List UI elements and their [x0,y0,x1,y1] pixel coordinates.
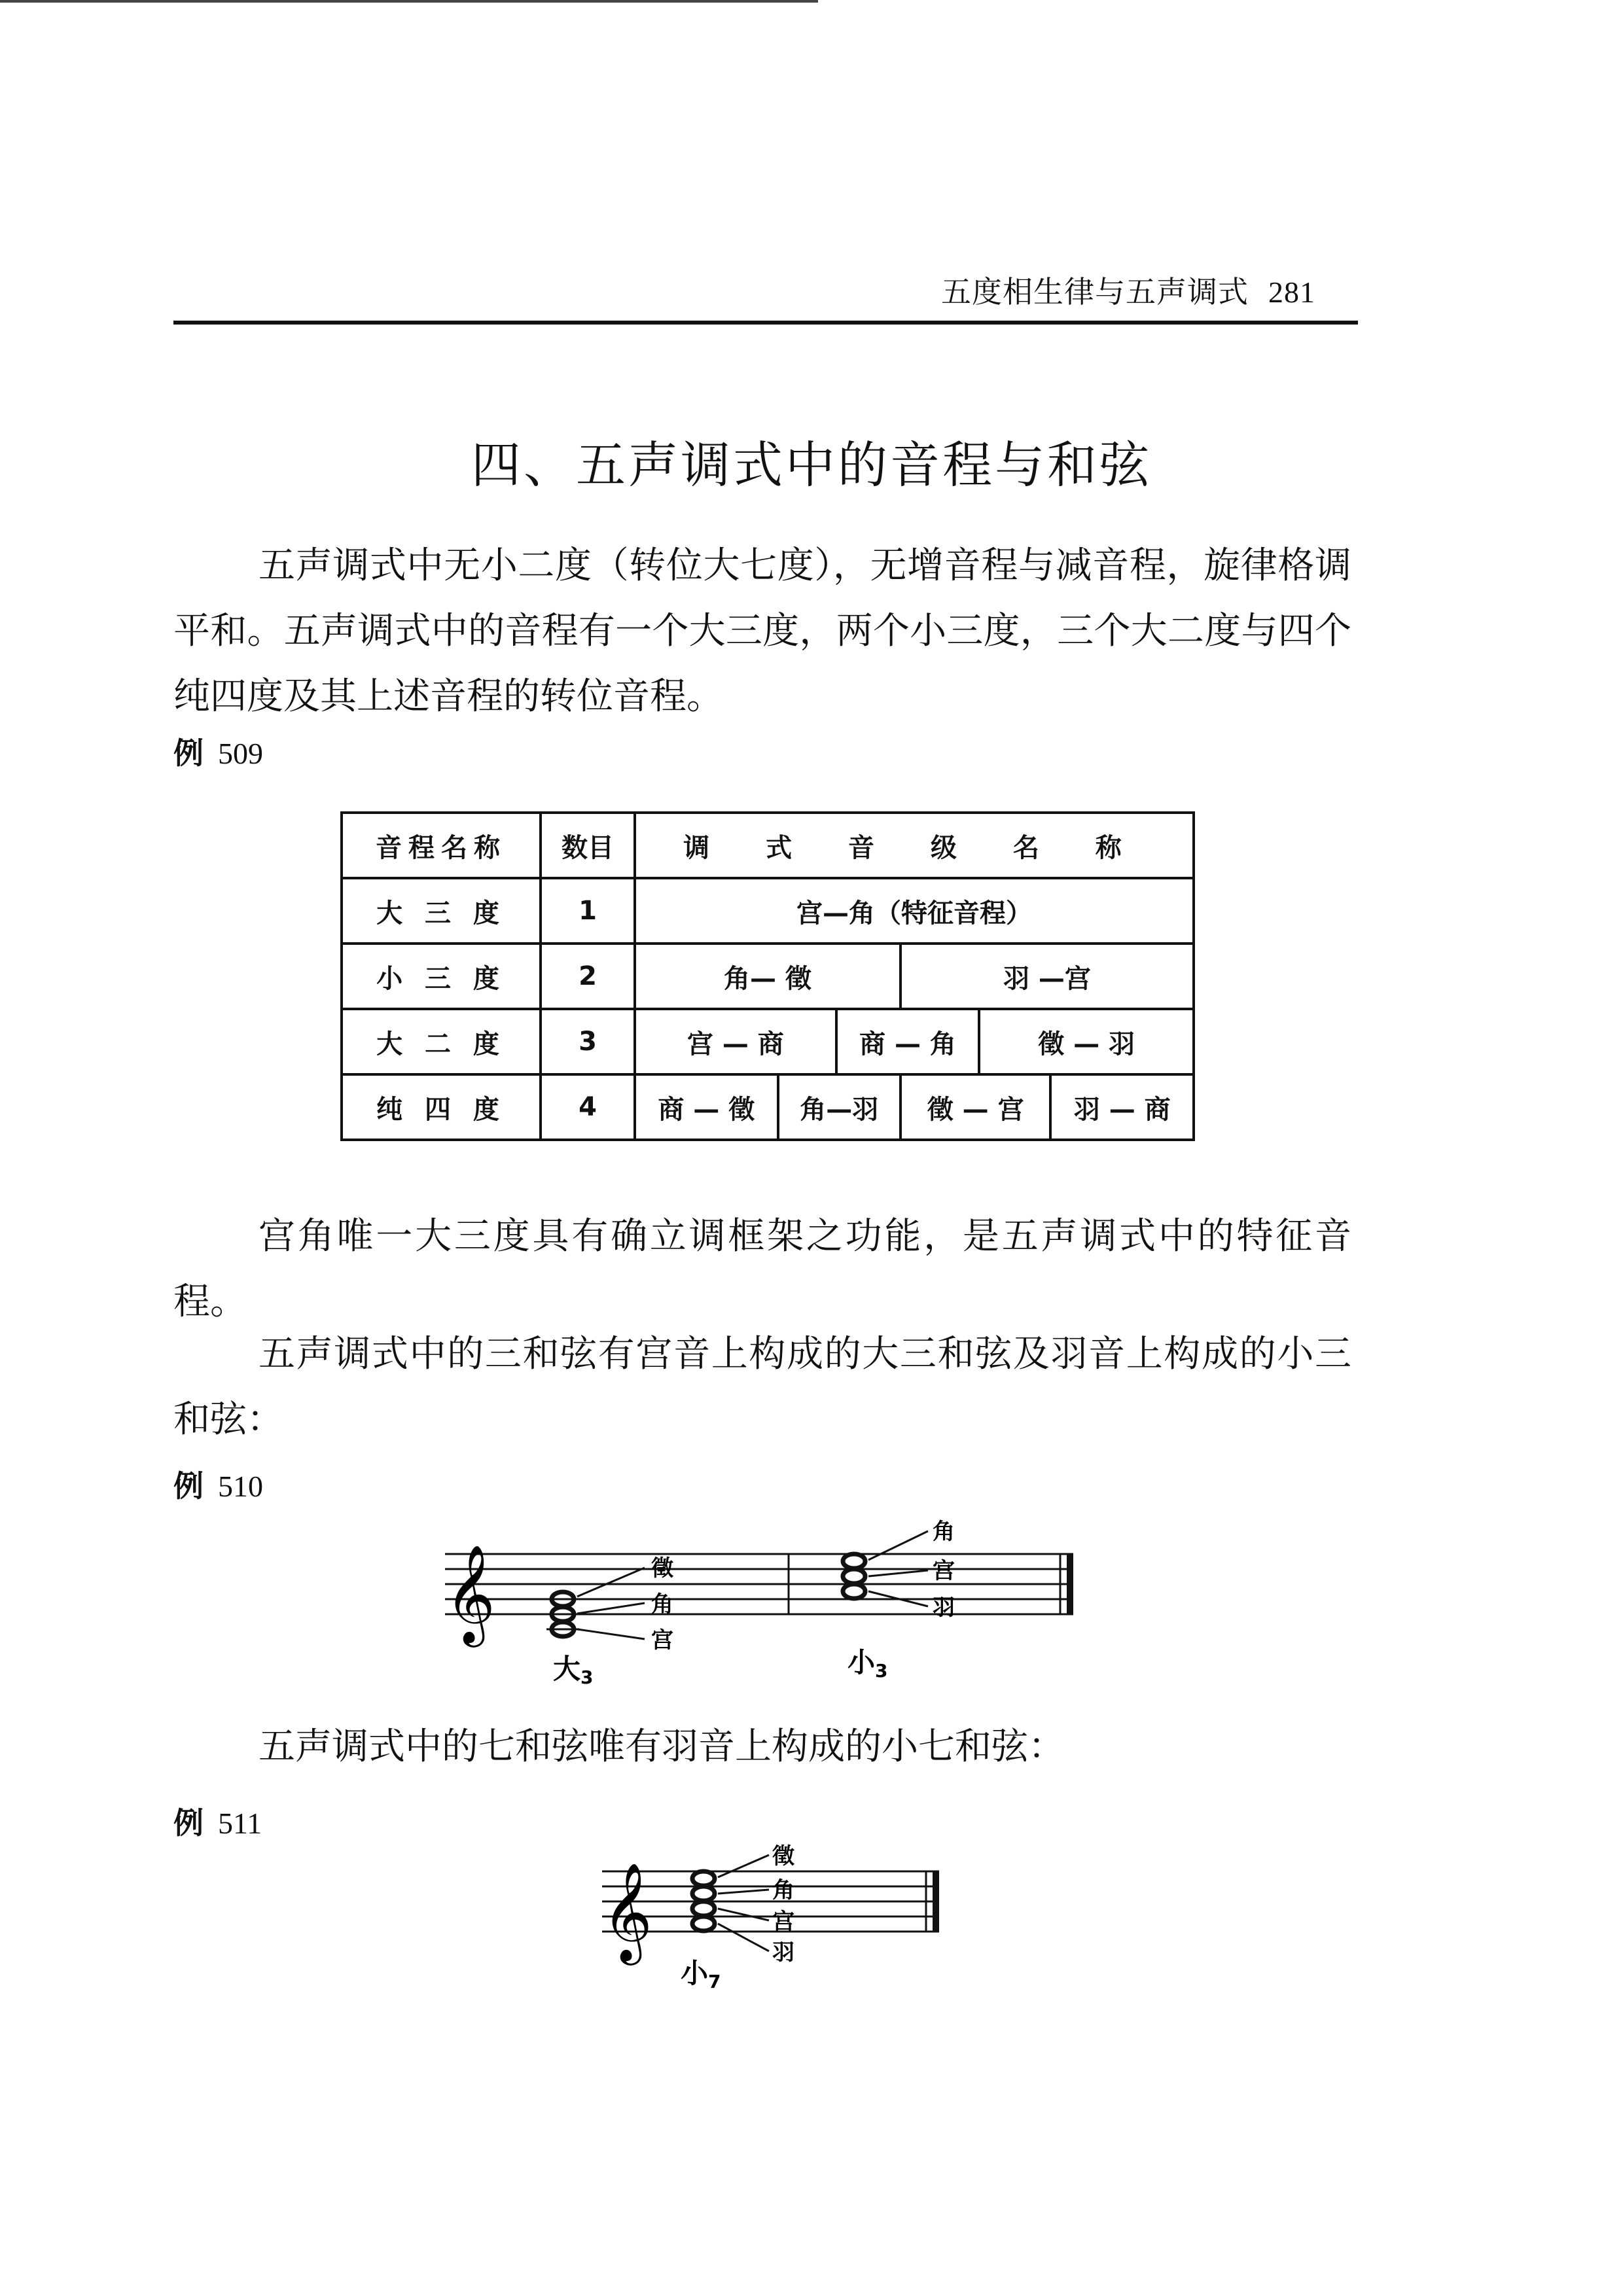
staff-511-svg [582,1826,975,2002]
note-head [843,1569,865,1583]
row-count: 2 [541,944,635,1009]
tone-label: 角 [651,1591,673,1617]
header-rule [173,321,1358,325]
note-head [692,1901,715,1916]
note-head [692,1916,715,1931]
table-row [342,878,1194,944]
header-degree-names: 调 式 音 级 名 称 [635,813,1194,878]
paragraph-characteristic: 宫角唯一大三度具有确立调框架之功能，是五声调式中的特征音程。 [173,1215,1351,1323]
chord-label-major-triad: 大3 [553,1653,594,1688]
paragraph-seventh: 五声调式中的七和弦唯有羽音上构成的小七和弦： [259,1725,1065,1768]
top-edge-line [0,0,818,3]
treble-clef-icon: 𝄞 [445,1544,495,1643]
treble-clef-icon: 𝄞 [602,1862,652,1961]
row-count: 4 [541,1074,635,1140]
section-title: 四、五声调式中的音程与和弦 [471,436,1152,494]
example-510-staff [419,1492,1139,1688]
row-degree-cell: 徵 — 宫 [901,1074,1051,1140]
example-509-label: 例 509 [173,735,263,771]
table-row [342,1074,1194,1140]
tone-label: 角 [772,1877,794,1903]
running-title: 五度相生律与五声调式 [941,274,1249,309]
note-head [843,1584,865,1598]
tone-label: 羽 [772,1939,794,1966]
row-interval-name: 大 二 度 [342,1009,541,1074]
row-interval-name: 大 三 度 [342,878,541,944]
row-degree-cell: 商 — 角 [836,1009,980,1074]
page-number: 281 [1268,275,1315,309]
tone-label: 宫 [651,1627,673,1653]
row-count: 1 [541,878,635,944]
interval-table [340,811,1195,1141]
example-511-label: 例 511 [173,1805,262,1841]
row-degree-cell: 宫—角（特征音程） [635,878,1194,944]
header-count: 数目 [541,813,635,878]
tone-label: 宫 [933,1558,955,1584]
example-510-label: 例 510 [173,1468,263,1504]
row-degree-cell: 徵 — 羽 [979,1009,1194,1074]
note-head [692,1886,715,1901]
running-header [941,268,1315,311]
tone-label: 角 [933,1519,955,1545]
chord-label-minor-triad: 小3 [847,1646,888,1682]
tone-label: 宫 [772,1909,794,1935]
row-degree-cell: 宫 — 商 [635,1009,836,1074]
header-interval-name: 音程名称 [342,813,541,878]
example-511-staff [582,1826,975,2002]
row-degree-cell: 羽 — 商 [1050,1074,1194,1140]
table-row [342,1009,1194,1074]
note-head [692,1871,715,1886]
row-interval-name: 纯 四 度 [342,1074,541,1140]
tone-label: 徵 [651,1555,673,1581]
row-degree-cell: 商 — 徵 [635,1074,778,1140]
row-degree-cell: 角—羽 [778,1074,901,1140]
tone-label: 徵 [772,1843,794,1869]
staff-510-svg [419,1492,1139,1688]
tone-label: 羽 [933,1595,955,1621]
paragraph-intervals: 五声调式中无小二度（转位大七度），无增音程与减音程，旋律格调平和。五声调式中的音程有一个大三度，两个小三度，三个大二度与四个纯四度及其上述音程的转位音程。 [173,544,1351,718]
row-degree-cell: 羽 —宫 [901,944,1194,1009]
row-count: 3 [541,1009,635,1074]
row-interval-name: 小 三 度 [342,944,541,1009]
chord-label-minor-seventh: 小7 [681,1957,721,1992]
paragraph-triads: 五声调式中的三和弦有宫音上构成的大三和弦及羽音上构成的小三和弦： [173,1333,1351,1441]
table-row [342,944,1194,1009]
row-degree-cell: 角— 徵 [635,944,901,1009]
table-header-row [342,813,1194,878]
note-head [843,1554,865,1568]
